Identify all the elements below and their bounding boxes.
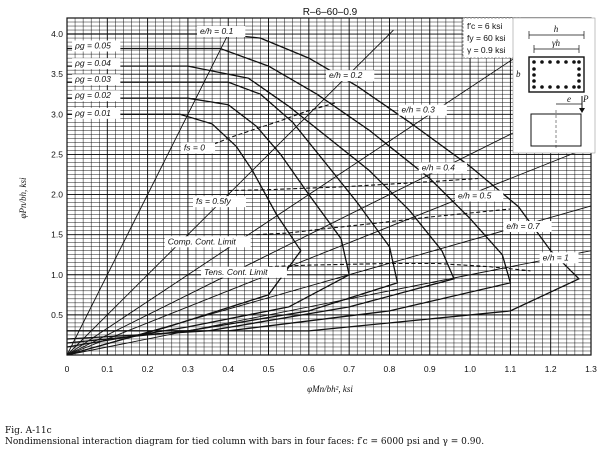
inset-e-label: e [567,94,571,104]
annotation-text: e/h = 0.2 [329,70,363,81]
material-fc: f′c = 6 ksi [467,21,503,31]
annotation-3 [419,162,467,173]
section-inset [513,18,595,153]
annotation-14 [72,90,120,101]
figure-header: R–6–60–0.9 [302,7,358,18]
bar-dot [556,85,560,89]
annotation-11 [72,40,120,51]
y-tick-label: 1.5 [51,229,63,240]
interaction-curve-2 [67,82,398,343]
bar-dot [577,67,581,71]
x-tick-label: 1.3 [585,364,597,374]
bar-dot [548,85,552,89]
annotation-text: e/h = 0.5 [457,190,492,201]
bar-dot [532,60,536,64]
x-tick-label: 1.1 [504,364,517,374]
bar-dot [556,60,560,64]
strain-limit-line-0 [208,102,337,146]
annotation-text: fs = 0 [183,142,205,153]
inset-gamma-h-label: γh [551,38,561,48]
x-tick-label: 0.9 [423,364,436,374]
bar-dot [577,73,581,77]
x-tick-label: 0.1 [101,364,114,374]
x-tick-label: 0.7 [343,364,356,374]
annotation-text: ρg = 0.04 [75,58,111,69]
material-gamma: γ = 0.9 ksi [467,45,506,55]
y-tick-label: 2.0 [51,189,63,200]
x-tick-label: 1.2 [544,364,557,374]
y-tick-label: 2.5 [51,149,63,160]
y-tick-label: 0.5 [51,309,63,320]
bar-dot [572,85,576,89]
annotation-8 [193,196,246,207]
x-tick-label: 0.2 [141,364,154,374]
annotation-text: e/h = 0.7 [506,221,540,232]
inset-b-label: b [516,69,521,79]
x-tick-label: 1.0 [464,364,476,374]
y-tick-label: 3.0 [51,109,63,120]
x-tick-label: 0.6 [302,364,315,374]
y-axis-label-text: φPn/bh, ksi [18,177,28,219]
annotation-text: e/h = 0.4 [421,162,456,173]
bar-dot [577,85,581,89]
y-tick-label: 3.5 [51,69,63,80]
annotation-9 [165,236,251,247]
annotation-15 [72,108,120,119]
material-legend [463,18,521,58]
bar-dot [548,60,552,64]
y-tick-label: 1.0 [51,269,63,280]
x-tick-label: 0.5 [262,364,275,374]
bar-dot [532,79,536,83]
annotation-text: e/h = 0.3 [401,104,435,115]
figure-caption-title: Fig. A-11c [5,426,52,436]
x-tick-label: 0.3 [182,364,194,374]
annotation-2 [399,105,447,116]
x-tick-label: 0.8 [383,364,396,374]
annotation-0 [197,26,245,37]
inset-h-label: h [553,24,559,34]
bar-dot [540,60,544,64]
annotation-text: e/h = 0.1 [200,26,234,37]
figure-caption: Nondimensional interaction diagram for tied column with bars in four faces: f′c = 6000 psi and γ = 0.90. [5,437,485,447]
annotation-4 [455,191,503,202]
x-tick-label: 0 [64,364,70,374]
bar-dot [532,85,536,89]
inset-p-label: P [583,94,589,104]
bar-dot [532,67,536,71]
y-axis-label [18,177,28,218]
bar-dot [564,85,568,89]
annotation-1 [326,70,374,81]
annotation-text: Tens. Cont. Limit [204,266,268,277]
annotation-text: ρg = 0.05 [75,40,111,51]
annotation-6 [540,252,579,263]
x-tick-label: 0.4 [222,364,235,374]
annotation-text: e/h = 1 [542,252,569,263]
x-axis-label: φMn/bh², ksi [307,384,353,394]
annotation-text: ρg = 0.03 [75,74,111,85]
annotation-10 [201,267,287,278]
strain-limit-line-3 [269,264,531,271]
annotation-text: Comp. Cont. Limit [167,236,236,247]
bar-dot [577,79,581,83]
bar-dot [540,85,544,89]
annotation-12 [72,58,120,69]
annotation-5 [503,221,551,232]
annotation-text: ρg = 0.01 [75,107,111,118]
annotation-text: ρg = 0.02 [75,90,111,101]
annotation-7 [181,142,215,153]
annotation-text: fs = 0.5fy [195,196,231,207]
bar-dot [564,60,568,64]
bar-dot [572,60,576,64]
material-fy: fy = 60 ksi [467,33,506,43]
y-tick-label: 4.0 [51,29,63,40]
annotation-13 [72,74,120,85]
bar-dot [577,60,581,64]
bar-dot [532,73,536,77]
